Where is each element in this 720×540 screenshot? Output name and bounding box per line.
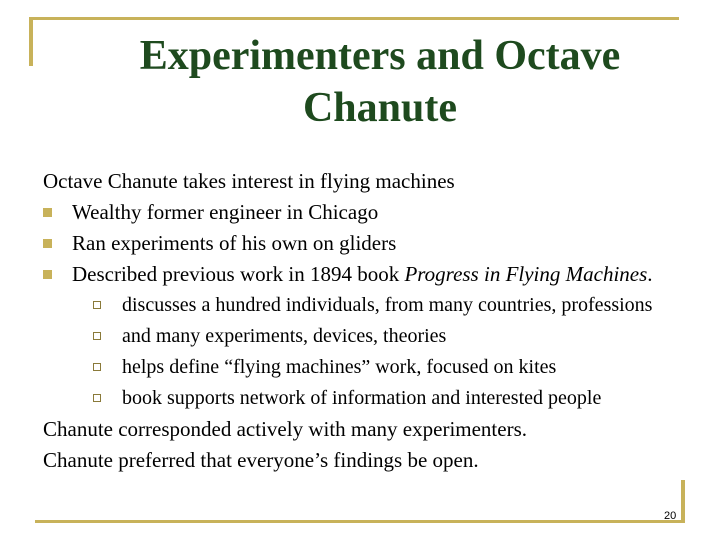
bullet-item <box>43 228 713 259</box>
page-number: 20 <box>664 510 677 522</box>
bottom-right-vertical-rule <box>681 480 685 523</box>
square-bullet-icon <box>43 208 52 217</box>
text-line: Octave Chanute takes interest in flying machines <box>43 169 455 193</box>
bullet-text: Wealthy former engineer in Chicago <box>72 200 379 224</box>
sub-bullet-item <box>43 352 713 383</box>
hollow-square-bullet-icon <box>93 394 101 402</box>
slide-body <box>43 166 713 476</box>
sub-bullet-text: book supports network of information and interested people <box>122 387 602 409</box>
square-bullet-icon <box>43 270 52 279</box>
sub-bullet-text: helps define “flying machines” work, focused on kites <box>122 356 557 378</box>
bullet-text: Ran experiments of his own on gliders <box>72 231 397 255</box>
text-line: Chanute preferred that everyone’s findings be open. <box>43 448 479 472</box>
sub-bullet-text: discusses a hundred individuals, from many countries, professions <box>122 294 653 316</box>
sub-bullet-item <box>43 290 713 321</box>
bullet-item <box>43 259 713 290</box>
top-horizontal-rule <box>29 17 679 20</box>
book-title: Progress in Flying Machines <box>404 262 648 286</box>
square-bullet-icon <box>43 239 52 248</box>
top-left-vertical-rule <box>29 17 33 66</box>
text-line: Chanute corresponded actively with many experimenters. <box>43 417 528 441</box>
hollow-square-bullet-icon <box>93 301 101 309</box>
slide-title: Experimenters and Octave Chanute <box>139 33 621 131</box>
bullet-text-part: Described previous work in 1894 book <box>72 262 405 286</box>
sub-bullet-text: and many experiments, devices, theories <box>122 325 447 347</box>
bullet-text-part: . <box>647 262 653 286</box>
bullet-item <box>43 197 713 228</box>
hollow-square-bullet-icon <box>93 332 101 340</box>
sub-bullet-item <box>43 321 713 352</box>
bottom-horizontal-rule <box>35 520 685 523</box>
sub-bullet-item <box>43 383 713 414</box>
hollow-square-bullet-icon <box>93 363 101 371</box>
